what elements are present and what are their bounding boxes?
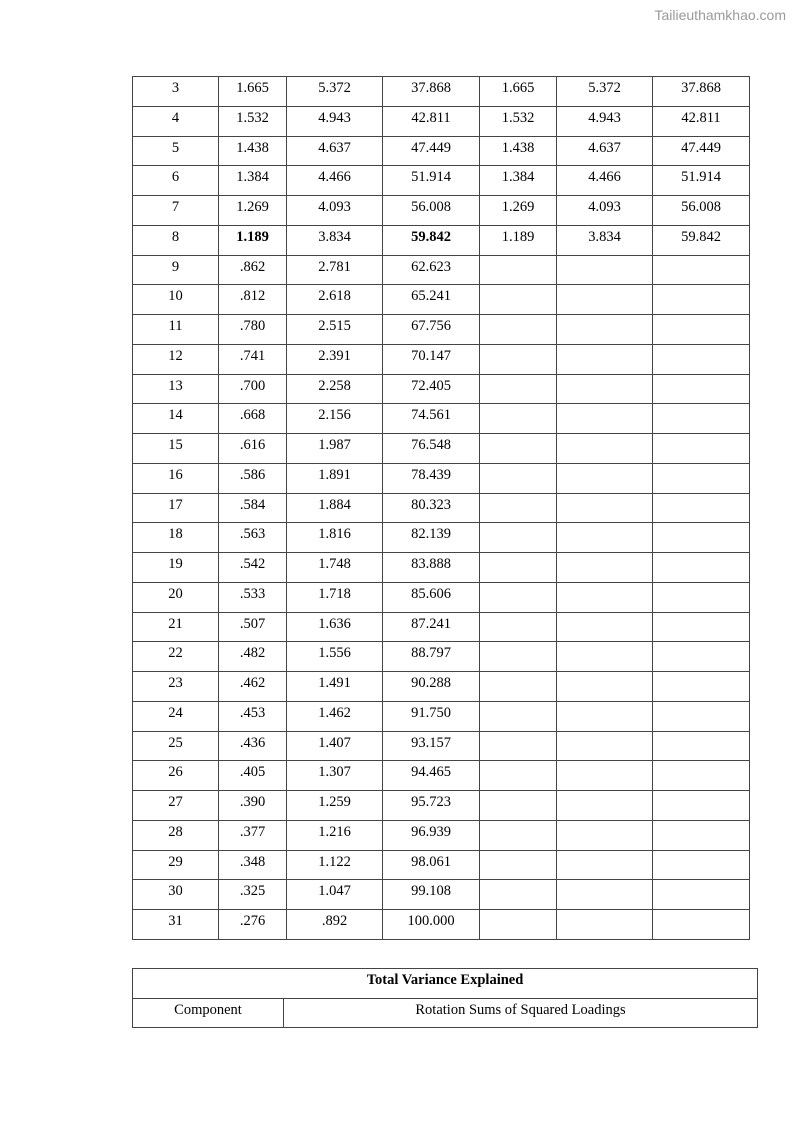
cell-extract-total [480, 582, 557, 612]
cell-initial-cum: 82.139 [383, 523, 480, 553]
table-row [133, 850, 750, 880]
cell-initial-pct-var: 2.618 [287, 285, 383, 315]
cell-initial-total: .276 [219, 910, 287, 940]
cell-extract-total [480, 315, 557, 345]
table-row [133, 255, 750, 285]
cell-component: 20 [133, 582, 219, 612]
cell-initial-cum: 91.750 [383, 701, 480, 731]
cell-initial-pct-var: 1.748 [287, 553, 383, 583]
cell-initial-cum: 56.008 [383, 196, 480, 226]
cell-initial-total: .348 [219, 850, 287, 880]
table-row [133, 612, 750, 642]
rotation-sums-header: Rotation Sums of Squared Loadings [284, 998, 758, 1028]
table-row [133, 582, 750, 612]
cell-initial-cum: 72.405 [383, 374, 480, 404]
cell-component: 15 [133, 434, 219, 464]
cell-initial-cum: 93.157 [383, 731, 480, 761]
table-row [133, 791, 750, 821]
table-row [133, 106, 750, 136]
cell-initial-cum: 100.000 [383, 910, 480, 940]
cell-component: 7 [133, 196, 219, 226]
cell-initial-cum: 95.723 [383, 791, 480, 821]
cell-extract-pct-var [557, 523, 653, 553]
table-row [133, 701, 750, 731]
cell-initial-total: .405 [219, 761, 287, 791]
cell-extract-cum: 37.868 [653, 77, 750, 107]
table-title: Total Variance Explained [133, 969, 758, 999]
cell-extract-pct-var: 4.943 [557, 106, 653, 136]
cell-initial-pct-var: 2.156 [287, 404, 383, 434]
table-row [133, 880, 750, 910]
cell-initial-total: .377 [219, 820, 287, 850]
cell-initial-pct-var: 4.466 [287, 166, 383, 196]
cell-extract-cum [653, 791, 750, 821]
cell-extract-pct-var [557, 463, 653, 493]
table-row [133, 553, 750, 583]
cell-extract-total [480, 344, 557, 374]
cell-initial-pct-var: 2.781 [287, 255, 383, 285]
cell-initial-cum: 78.439 [383, 463, 480, 493]
cell-extract-cum [653, 850, 750, 880]
cell-extract-cum [653, 910, 750, 940]
cell-extract-pct-var [557, 820, 653, 850]
cell-initial-pct-var: 1.556 [287, 642, 383, 672]
cell-initial-cum: 70.147 [383, 344, 480, 374]
cell-initial-pct-var: 2.391 [287, 344, 383, 374]
cell-component: 30 [133, 880, 219, 910]
cell-extract-cum: 51.914 [653, 166, 750, 196]
cell-component: 12 [133, 344, 219, 374]
cell-component: 4 [133, 106, 219, 136]
cell-extract-pct-var [557, 553, 653, 583]
cell-initial-total: .482 [219, 642, 287, 672]
cell-extract-cum [653, 434, 750, 464]
table-row [133, 672, 750, 702]
cell-initial-total: 1.269 [219, 196, 287, 226]
cell-extract-cum [653, 820, 750, 850]
cell-component: 22 [133, 642, 219, 672]
table-row [133, 225, 750, 255]
cell-initial-cum: 87.241 [383, 612, 480, 642]
cell-extract-total: 1.189 [480, 225, 557, 255]
cell-initial-total: .780 [219, 315, 287, 345]
cell-extract-total: 1.384 [480, 166, 557, 196]
cell-initial-pct-var: 1.047 [287, 880, 383, 910]
cell-component: 28 [133, 820, 219, 850]
table-row [133, 315, 750, 345]
cell-initial-cum: 96.939 [383, 820, 480, 850]
cell-component: 9 [133, 255, 219, 285]
cell-initial-pct-var: .892 [287, 910, 383, 940]
cell-extract-pct-var [557, 701, 653, 731]
cell-extract-pct-var [557, 434, 653, 464]
cell-extract-total: 1.665 [480, 77, 557, 107]
cell-component: 24 [133, 701, 219, 731]
table-row [133, 374, 750, 404]
cell-initial-cum: 65.241 [383, 285, 480, 315]
cell-component: 25 [133, 731, 219, 761]
cell-initial-total: .586 [219, 463, 287, 493]
cell-initial-total: .436 [219, 731, 287, 761]
cell-initial-total: .812 [219, 285, 287, 315]
cell-extract-total [480, 791, 557, 821]
cell-initial-total: .862 [219, 255, 287, 285]
cell-initial-pct-var: 1.462 [287, 701, 383, 731]
cell-component: 27 [133, 791, 219, 821]
cell-initial-pct-var: 1.491 [287, 672, 383, 702]
cell-extract-total [480, 910, 557, 940]
component-header: Component [133, 998, 284, 1028]
cell-extract-total [480, 850, 557, 880]
cell-extract-cum: 59.842 [653, 225, 750, 255]
cell-component: 8 [133, 225, 219, 255]
cell-extract-pct-var [557, 404, 653, 434]
cell-extract-cum [653, 463, 750, 493]
cell-initial-cum: 88.797 [383, 642, 480, 672]
cell-initial-total: .616 [219, 434, 287, 464]
cell-initial-total: 1.532 [219, 106, 287, 136]
cell-extract-total [480, 880, 557, 910]
cell-extract-pct-var [557, 582, 653, 612]
cell-initial-pct-var: 1.122 [287, 850, 383, 880]
cell-extract-cum [653, 523, 750, 553]
cell-component: 3 [133, 77, 219, 107]
cell-component: 6 [133, 166, 219, 196]
cell-initial-cum: 47.449 [383, 136, 480, 166]
cell-initial-pct-var: 2.515 [287, 315, 383, 345]
cell-initial-pct-var: 5.372 [287, 77, 383, 107]
table-row [133, 434, 750, 464]
cell-initial-total: .507 [219, 612, 287, 642]
cell-extract-pct-var [557, 880, 653, 910]
cell-component: 5 [133, 136, 219, 166]
cell-extract-cum [653, 672, 750, 702]
table-row [133, 761, 750, 791]
cell-extract-total [480, 404, 557, 434]
cell-component: 18 [133, 523, 219, 553]
cell-initial-total: .700 [219, 374, 287, 404]
variance-table-body [133, 77, 750, 940]
cell-extract-cum [653, 404, 750, 434]
cell-extract-cum [653, 880, 750, 910]
cell-extract-total [480, 374, 557, 404]
cell-extract-pct-var [557, 374, 653, 404]
cell-extract-total [480, 642, 557, 672]
variance-table [132, 76, 750, 940]
cell-extract-pct-var [557, 642, 653, 672]
cell-component: 19 [133, 553, 219, 583]
cell-extract-cum [653, 582, 750, 612]
cell-extract-total: 1.438 [480, 136, 557, 166]
cell-initial-pct-var: 4.943 [287, 106, 383, 136]
cell-extract-cum [653, 761, 750, 791]
cell-extract-pct-var [557, 850, 653, 880]
table-row [133, 344, 750, 374]
cell-extract-cum: 42.811 [653, 106, 750, 136]
cell-initial-cum: 42.811 [383, 106, 480, 136]
cell-extract-cum [653, 344, 750, 374]
cell-extract-total [480, 612, 557, 642]
cell-initial-cum: 62.623 [383, 255, 480, 285]
cell-extract-total [480, 672, 557, 702]
cell-extract-total [480, 463, 557, 493]
cell-initial-total: .453 [219, 701, 287, 731]
cell-initial-pct-var: 4.093 [287, 196, 383, 226]
cell-component: 29 [133, 850, 219, 880]
table-row [133, 493, 750, 523]
table-row [133, 463, 750, 493]
cell-extract-total [480, 523, 557, 553]
cell-extract-total: 1.269 [480, 196, 557, 226]
cell-extract-total [480, 434, 557, 464]
cell-extract-cum [653, 255, 750, 285]
table-row [133, 404, 750, 434]
cell-initial-pct-var: 2.258 [287, 374, 383, 404]
cell-component: 31 [133, 910, 219, 940]
cell-component: 26 [133, 761, 219, 791]
cell-extract-total [480, 493, 557, 523]
cell-component: 14 [133, 404, 219, 434]
cell-initial-pct-var: 1.407 [287, 731, 383, 761]
cell-initial-pct-var: 1.816 [287, 523, 383, 553]
cell-initial-pct-var: 1.216 [287, 820, 383, 850]
cell-extract-pct-var [557, 315, 653, 345]
cell-initial-total: 1.438 [219, 136, 287, 166]
cell-component: 21 [133, 612, 219, 642]
cell-initial-total: .741 [219, 344, 287, 374]
rotation-header-row [133, 998, 758, 1028]
cell-component: 13 [133, 374, 219, 404]
cell-initial-cum: 99.108 [383, 880, 480, 910]
cell-initial-cum: 51.914 [383, 166, 480, 196]
watermark-text: Tailieuthamkhao.com [654, 7, 786, 23]
cell-extract-cum [653, 493, 750, 523]
cell-extract-pct-var [557, 344, 653, 374]
cell-extract-pct-var [557, 285, 653, 315]
cell-extract-pct-var [557, 761, 653, 791]
cell-initial-pct-var: 1.307 [287, 761, 383, 791]
cell-extract-pct-var: 4.637 [557, 136, 653, 166]
rotation-title-row [133, 969, 758, 999]
cell-extract-pct-var [557, 493, 653, 523]
table-row [133, 196, 750, 226]
cell-extract-cum [653, 701, 750, 731]
cell-initial-total: .668 [219, 404, 287, 434]
cell-initial-total: .533 [219, 582, 287, 612]
cell-extract-cum [653, 731, 750, 761]
rotation-table [132, 968, 758, 1028]
cell-initial-cum: 94.465 [383, 761, 480, 791]
cell-extract-cum [653, 642, 750, 672]
cell-extract-cum: 56.008 [653, 196, 750, 226]
cell-initial-total: .584 [219, 493, 287, 523]
table-row [133, 77, 750, 107]
cell-initial-pct-var: 3.834 [287, 225, 383, 255]
cell-initial-total: 1.665 [219, 77, 287, 107]
cell-initial-total: .542 [219, 553, 287, 583]
cell-component: 17 [133, 493, 219, 523]
cell-extract-total [480, 255, 557, 285]
cell-extract-total [480, 553, 557, 583]
cell-initial-total: 1.384 [219, 166, 287, 196]
table-row [133, 166, 750, 196]
cell-extract-pct-var: 3.834 [557, 225, 653, 255]
cell-initial-total: .390 [219, 791, 287, 821]
cell-initial-pct-var: 1.718 [287, 582, 383, 612]
cell-initial-total: .325 [219, 880, 287, 910]
cell-extract-total [480, 731, 557, 761]
cell-initial-total: .462 [219, 672, 287, 702]
cell-extract-pct-var [557, 672, 653, 702]
table-row [133, 523, 750, 553]
cell-initial-pct-var: 1.884 [287, 493, 383, 523]
cell-initial-cum: 76.548 [383, 434, 480, 464]
table-row [133, 820, 750, 850]
table-row [133, 731, 750, 761]
table-row [133, 910, 750, 940]
cell-initial-total: 1.189 [219, 225, 287, 255]
table-row [133, 136, 750, 166]
cell-initial-cum: 37.868 [383, 77, 480, 107]
cell-extract-pct-var: 5.372 [557, 77, 653, 107]
cell-extract-total [480, 285, 557, 315]
cell-initial-cum: 85.606 [383, 582, 480, 612]
cell-extract-total [480, 820, 557, 850]
cell-extract-total [480, 701, 557, 731]
cell-initial-total: .563 [219, 523, 287, 553]
cell-initial-pct-var: 1.891 [287, 463, 383, 493]
cell-initial-cum: 98.061 [383, 850, 480, 880]
cell-initial-pct-var: 4.637 [287, 136, 383, 166]
cell-component: 10 [133, 285, 219, 315]
cell-extract-cum [653, 374, 750, 404]
cell-extract-pct-var: 4.093 [557, 196, 653, 226]
cell-component: 11 [133, 315, 219, 345]
cell-initial-cum: 59.842 [383, 225, 480, 255]
cell-initial-cum: 80.323 [383, 493, 480, 523]
cell-initial-pct-var: 1.259 [287, 791, 383, 821]
cell-extract-total [480, 761, 557, 791]
cell-extract-cum [653, 315, 750, 345]
table-row [133, 642, 750, 672]
cell-extract-pct-var [557, 612, 653, 642]
cell-initial-pct-var: 1.987 [287, 434, 383, 464]
cell-extract-cum: 47.449 [653, 136, 750, 166]
cell-component: 23 [133, 672, 219, 702]
cell-extract-cum [653, 285, 750, 315]
cell-extract-cum [653, 612, 750, 642]
cell-extract-total: 1.532 [480, 106, 557, 136]
cell-initial-cum: 90.288 [383, 672, 480, 702]
cell-initial-pct-var: 1.636 [287, 612, 383, 642]
cell-initial-cum: 74.561 [383, 404, 480, 434]
cell-extract-pct-var [557, 910, 653, 940]
cell-extract-pct-var: 4.466 [557, 166, 653, 196]
cell-extract-pct-var [557, 731, 653, 761]
table-row [133, 285, 750, 315]
cell-initial-cum: 67.756 [383, 315, 480, 345]
cell-extract-pct-var [557, 791, 653, 821]
cell-extract-pct-var [557, 255, 653, 285]
cell-extract-cum [653, 553, 750, 583]
cell-component: 16 [133, 463, 219, 493]
cell-initial-cum: 83.888 [383, 553, 480, 583]
